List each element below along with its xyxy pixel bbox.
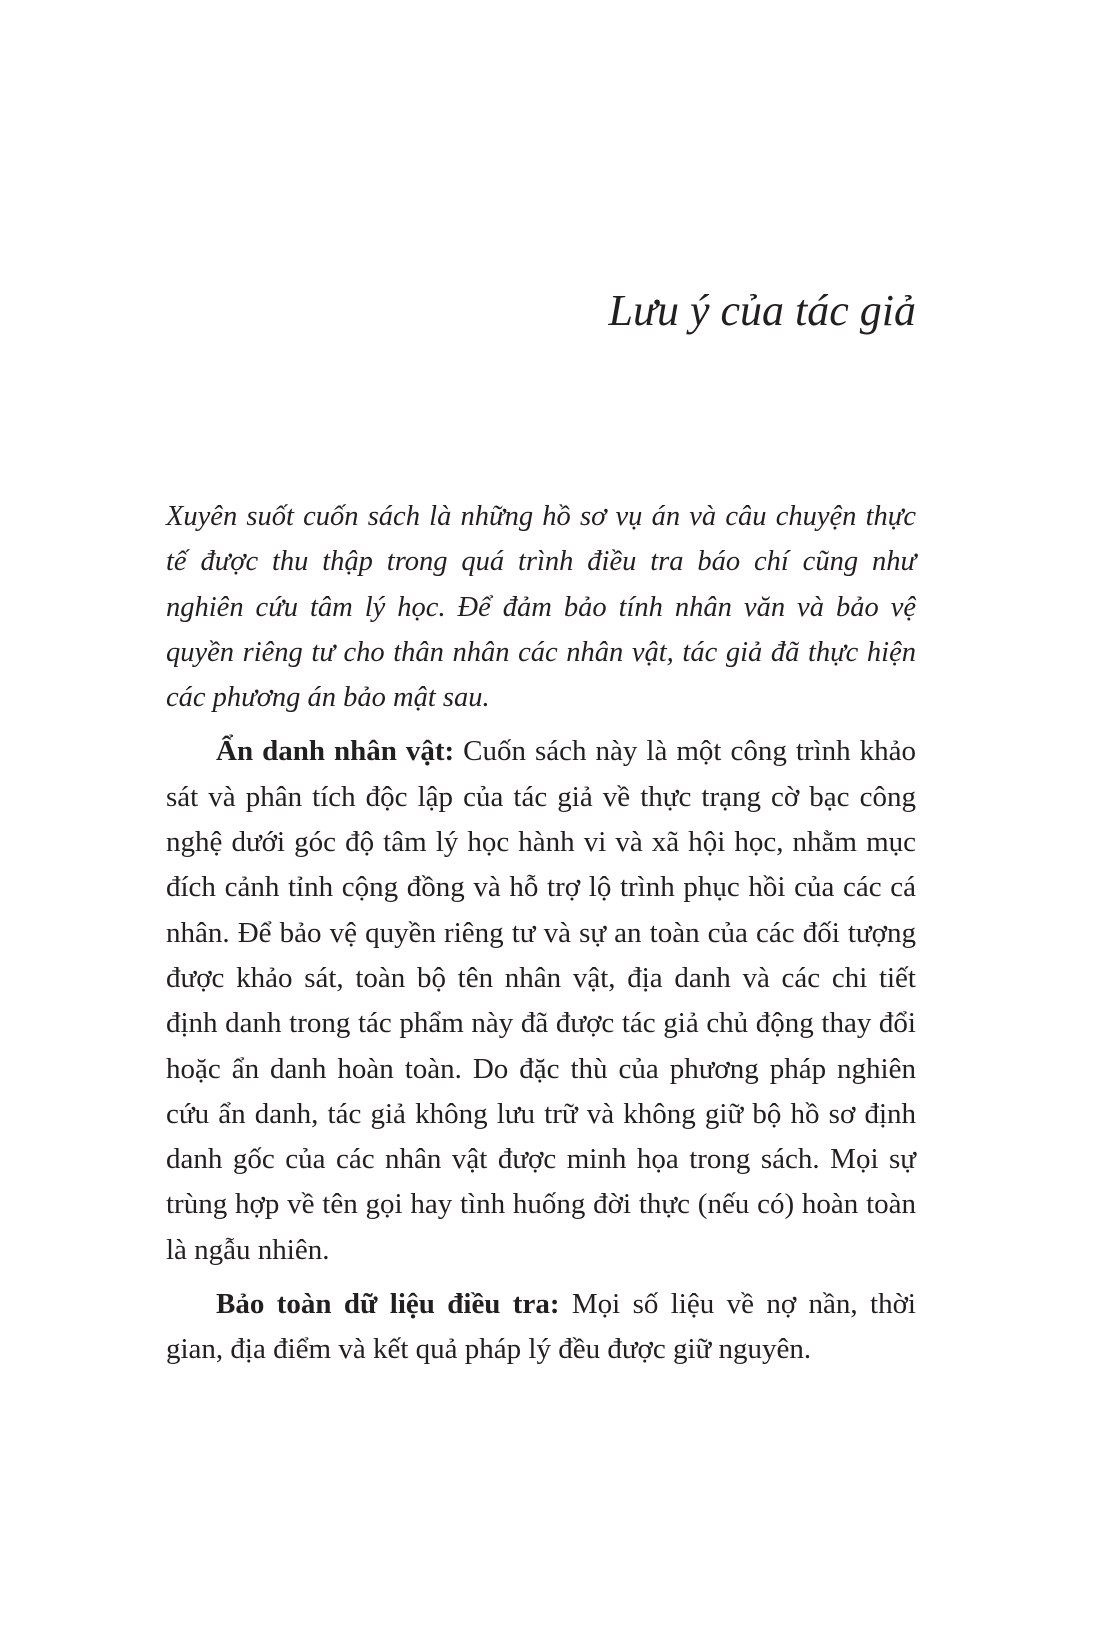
section-anonymity — [166, 729, 916, 1273]
body-text — [166, 494, 916, 1382]
section-text: Cuốn sách này là một công trình khảo sát và phân tích độc lập của tác giả về thực trạng cờ bạc công nghệ dưới góc độ tâm lý học hành vi và xã hội học, nhằm mục đích cảnh tỉnh cộng đồng và hỗ trợ lộ trình phục hồi của các cá nhân. Để bảo vệ quyền riêng tư và sự an toàn của các đối tượng được khảo sát, toàn bộ tên nhân vật, địa danh và các chi tiết định danh trong tác phẩm này đã được tác giả chủ động thay đổi hoặc ẩn danh hoàn toàn. Do đặc thù của phương pháp nghiên cứu ẩn danh, tác giả không lưu trữ và không giữ bộ hồ sơ định danh gốc của các nhân vật được minh họa trong sách. Mọi sự trùng hợp về tên gọi hay tình huống đời thực (nếu có) hoàn toàn là ngẫu nhiên. — [166, 735, 916, 1266]
section-lead: Bảo toàn dữ liệu điều tra: — [216, 1288, 560, 1321]
section-data-preservation — [166, 1282, 916, 1373]
section-text: Mọi số liệu về nợ nần, thời gian, địa điểm và kết quả pháp lý đều được giữ nguyên. — [166, 1288, 916, 1366]
page-title: Lưu ý của tác giả — [608, 286, 916, 335]
section-lead: Ẩn danh nhân vật: — [216, 735, 455, 768]
intro-paragraph: Xuyên suốt cuốn sách là những hồ sơ vụ án và câu chuyện thực tế được thu thập trong quá trình điều tra báo chí cũng như nghiên cứu tâm lý học. Để đảm bảo tính nhân văn và bảo vệ quyền riêng tư cho thân nhân các nhân vật, tác giả đã thực hiện các phương án bảo mật sau. — [166, 501, 916, 714]
